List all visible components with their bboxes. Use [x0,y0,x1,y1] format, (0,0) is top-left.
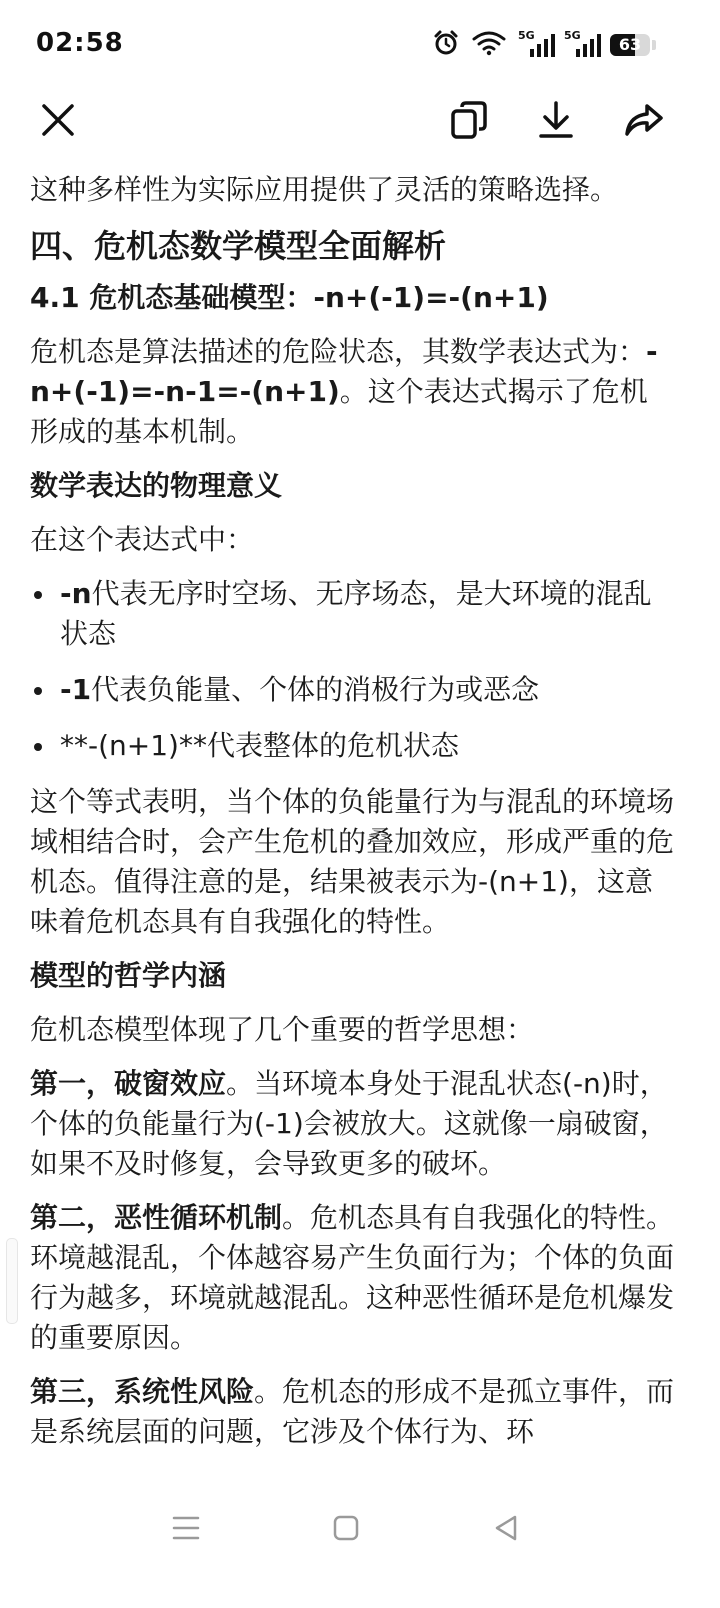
home-icon [333,1515,359,1541]
bullet-term: -1 [60,673,92,706]
scroll-handle[interactable] [6,1238,18,1324]
network-type-label: 5G [518,29,535,42]
formula-text: -n+(-1)=-n-1=-(n+1) [30,335,658,408]
copy-button[interactable] [445,96,493,144]
explanation-paragraph: 这个等式表明，当个体的负能量行为与混乱的环境场域相结合时，会产生危机的叠加效应，形成严重的危机态。值得注意的是，结果被表示为-(n+1)，这意味着危机态具有自我强化的特性。 [30,785,675,938]
bullet-text: **-(n+1)**代表整体的危机状态 [60,729,459,762]
network-type-label: 5G [564,29,581,42]
battery-percent: 63 [618,35,642,54]
battery-icon [610,34,650,56]
list-item [30,726,675,766]
definition-paragraph [30,332,675,452]
alarm-icon [432,29,460,61]
cellular-signal-1-icon [518,31,552,59]
cellular-signal-2-icon [564,31,598,59]
home-button[interactable] [318,1508,374,1548]
menu-icon [172,1515,200,1541]
point-title: 第一，破窗效应 [30,1067,227,1100]
battery-tip [652,40,656,50]
physical-meaning-heading: 数学表达的物理意义 [30,469,283,502]
navigation-bar [0,1480,720,1608]
bullet-text: 代表负能量、个体的消极行为或恶念 [91,673,540,706]
point-paragraph [30,1372,675,1452]
section-title: 四、危机态数学模型全面解析 [30,227,447,265]
menu-button[interactable] [158,1508,214,1548]
subsection-title: 4.1 危机态基础模型：-n+(-1)=-(n+1) [30,281,549,314]
share-icon [624,103,664,137]
text-run: 。这个表达式揭示了危机形成的基本机制。 [30,375,648,448]
list-item [30,670,675,710]
list-item [30,574,675,654]
bullet-list [30,574,675,766]
status-icons [432,30,656,60]
share-button[interactable] [620,96,668,144]
expression-intro: 在这个表达式中： [30,523,255,556]
text-run: 危机态是算法描述的危险状态，其数学表达式为： [30,335,647,368]
intro-paragraph: 这种多样性为实际应用提供了灵活的策略选择。 [30,173,619,206]
top-toolbar [0,90,720,150]
back-icon [493,1514,519,1542]
bullet-text: 代表无序时空场、无序场态，是大环境的混乱状态 [60,577,652,650]
point-text: 。危机态具有自我强化的特性。环境越混乱，个体越容易产生负面行为；个体的负面行为越多，环境就越混乱。这种恶性循环是危机爆发的重要原因。 [30,1201,675,1354]
article-content [30,170,675,1480]
point-text: 。当环境本身处于混乱状态(-n)时，个体的负能量行为(-1)会被放大。这就像一扇破窗，如果不及时修复，会导致更多的破坏。 [30,1067,668,1180]
point-paragraph [30,1198,675,1358]
download-icon [538,101,574,139]
close-icon [41,103,75,137]
back-button[interactable] [478,1508,534,1548]
point-title: 第二，恶性循环机制 [30,1201,283,1234]
close-button[interactable] [34,96,82,144]
download-button[interactable] [532,96,580,144]
status-time: 02:58 [36,28,124,58]
point-paragraph [30,1064,675,1184]
wifi-icon [472,30,506,60]
copy-icon [451,101,487,139]
bullet-term: -n [60,577,92,610]
philosophy-intro: 危机态模型体现了几个重要的哲学思想： [30,1013,535,1046]
point-text: 。危机态的形成不是孤立事件，而是系统层面的问题，它涉及个体行为、环 [30,1375,675,1448]
philosophy-heading: 模型的哲学内涵 [30,959,227,992]
status-bar [0,0,720,90]
point-title: 第三，系统性风险 [30,1375,255,1408]
